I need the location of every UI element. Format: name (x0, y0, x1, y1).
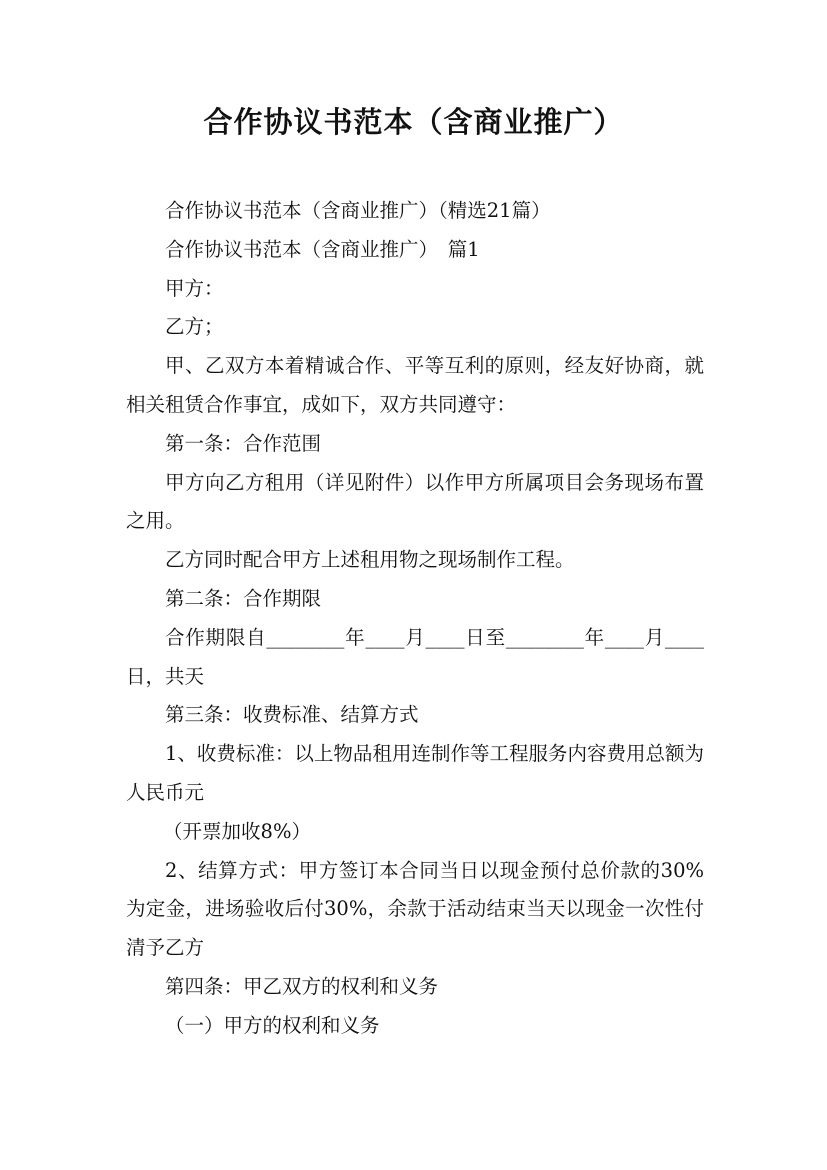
fee-standard-paragraph: 1、收费标准：以上物品租用连制作等工程服务内容费用总额为人民币元 (126, 742, 704, 804)
party-a-line: 甲方： (165, 276, 224, 300)
document-body (126, 192, 704, 1046)
article-2-paragraph: 合作期限自________年____月____日至________年____月____日，共天 (126, 625, 704, 688)
article-3-heading: 第三条：收费标准、结算方式 (165, 703, 419, 727)
article-1-paragraph: 乙方同时配合甲方上述租用物之现场制作工程。 (165, 548, 575, 572)
article-2-heading: 第二条：合作期限 (165, 586, 322, 610)
article-1-heading: 第一条：合作范围 (165, 431, 322, 455)
party-a-rights-heading: （一）甲方的权利和义务 (165, 1013, 380, 1037)
document-title: 合作协议书范本（含商业推广） (203, 105, 624, 139)
invoice-note: （开票加收8%） (163, 819, 311, 843)
article-1-paragraph: 甲方向乙方租用（详见附件）以作甲方所属项目会务现场布置之用。 (126, 470, 704, 533)
article-4-heading: 第四条：甲乙双方的权利和义务 (165, 974, 439, 998)
section-heading: 合作协议书范本（含商业推广） 篇1 (165, 237, 480, 261)
party-b-line: 乙方； (165, 315, 224, 339)
settlement-paragraph: 2、结算方式：甲方签订本合同当日以现金预付总价款的30%为定金，进场验收后付30%，余款于活动结束当天以现金一次性付清予乙方 (126, 858, 704, 960)
subtitle-line: 合作协议书范本（含商业推广）（精选21篇） (165, 199, 551, 222)
preamble-paragraph: 甲、乙双方本着精诚合作、平等互利的原则，经友好协商，就相关租赁合作事宜，成如下，双方共同遵守： (126, 354, 704, 416)
